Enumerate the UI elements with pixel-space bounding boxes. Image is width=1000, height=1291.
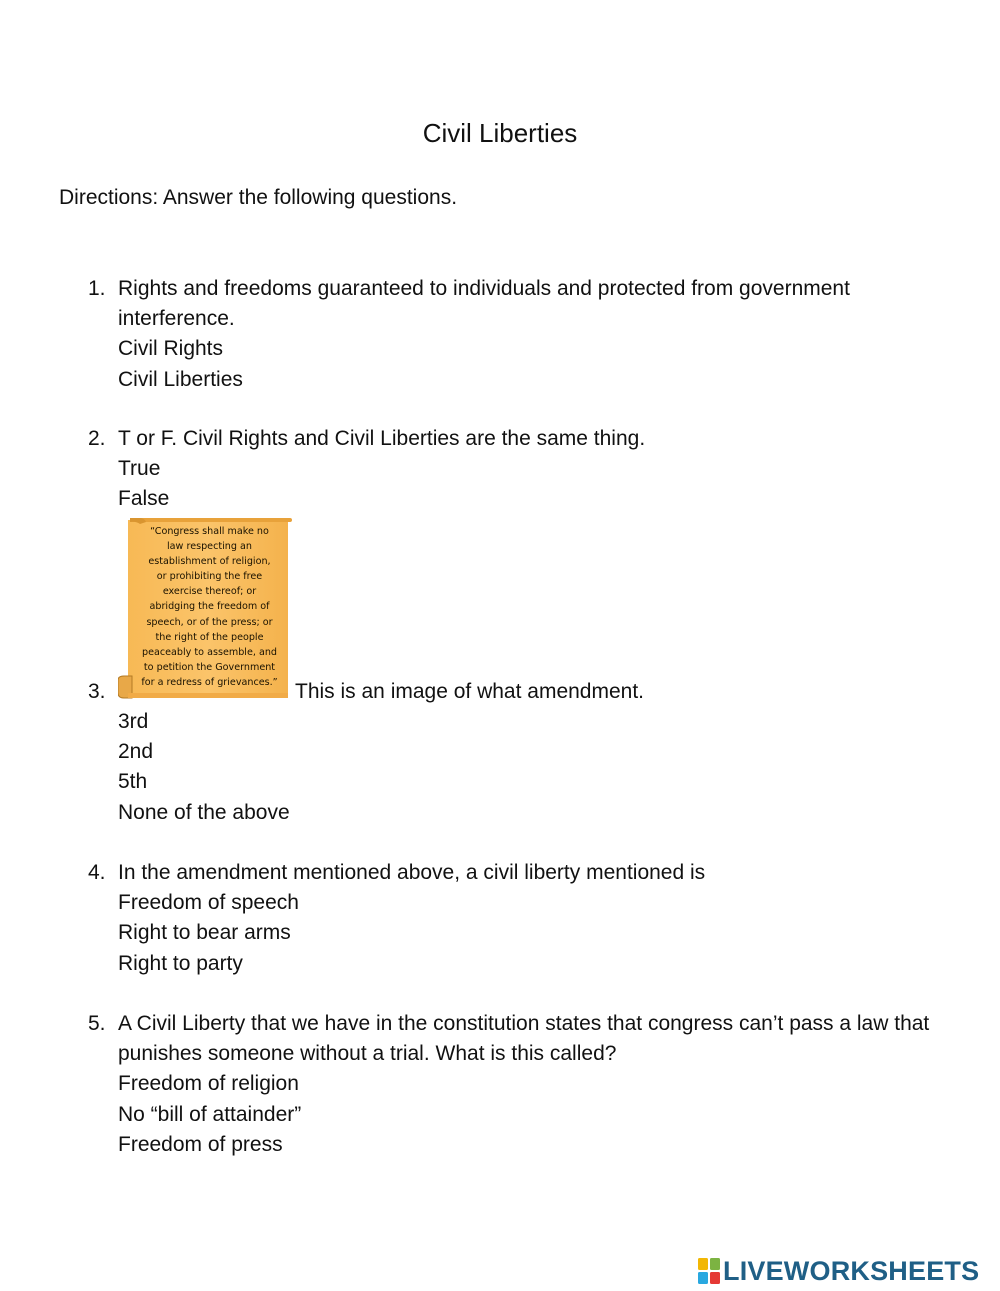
question-text: T or F. Civil Rights and Civil Liberties are the same thing. (118, 427, 646, 450)
question-1 (0, 274, 1000, 395)
first-amendment-scroll-image (118, 518, 292, 700)
answer-option[interactable]: Civil Liberties (118, 367, 243, 391)
scroll-quote-text: “Congress shall make no law respecting an establishment of religion, or prohibiting the free exercise thereof; or abridging the freedom of speech, or of the press; or the right of the people peaceably to assemble, and to petition the Government for a redress of grievances.” (141, 526, 278, 688)
question-text: In the amendment mentioned above, a civil liberty mentioned is (118, 861, 706, 884)
question-4 (0, 858, 1000, 979)
liveworksheets-logo (697, 1253, 979, 1289)
question-number: 4. (88, 861, 106, 884)
answer-option[interactable]: None of the above (118, 800, 290, 824)
answer-option[interactable]: Freedom of speech (118, 891, 299, 915)
question-number: 2. (88, 427, 106, 450)
answer-option[interactable]: 2nd (118, 740, 154, 764)
logo-text: LIVEWORKSHEETS (723, 1255, 980, 1286)
question-2 (0, 424, 1000, 515)
directions-text: Directions: Answer the following questions. (59, 186, 458, 209)
answer-option[interactable]: Freedom of religion (118, 1072, 299, 1096)
question-5 (0, 1009, 1000, 1160)
answer-option[interactable]: False (118, 487, 170, 511)
answer-option[interactable]: True (118, 457, 161, 481)
answer-option[interactable]: Civil Rights (118, 337, 224, 361)
answer-option[interactable]: 3rd (118, 710, 149, 733)
question-number: 3. (88, 680, 106, 703)
answer-option[interactable]: Freedom of press (118, 1132, 283, 1156)
question-number: 5. (88, 1012, 106, 1035)
answer-option[interactable]: No “bill of attainder” (118, 1102, 302, 1126)
question-text: Rights and freedoms guaranteed to individuals and protected from government interference. (118, 277, 850, 331)
question-text: This is an image of what amendment. (295, 680, 645, 703)
question-number: 1. (88, 277, 106, 300)
question-3 (0, 516, 1000, 828)
liveworksheets-logo-icon (697, 1257, 721, 1285)
page-title: Civil Liberties (422, 118, 578, 148)
answer-option[interactable]: Right to party (118, 951, 243, 975)
answer-option[interactable]: Right to bear arms (118, 921, 291, 945)
answer-option[interactable]: 5th (118, 770, 148, 794)
question-text: A Civil Liberty that we have in the constitution states that congress can’t pass a law that punishes someone without a trial. What is this called? (118, 1012, 930, 1066)
